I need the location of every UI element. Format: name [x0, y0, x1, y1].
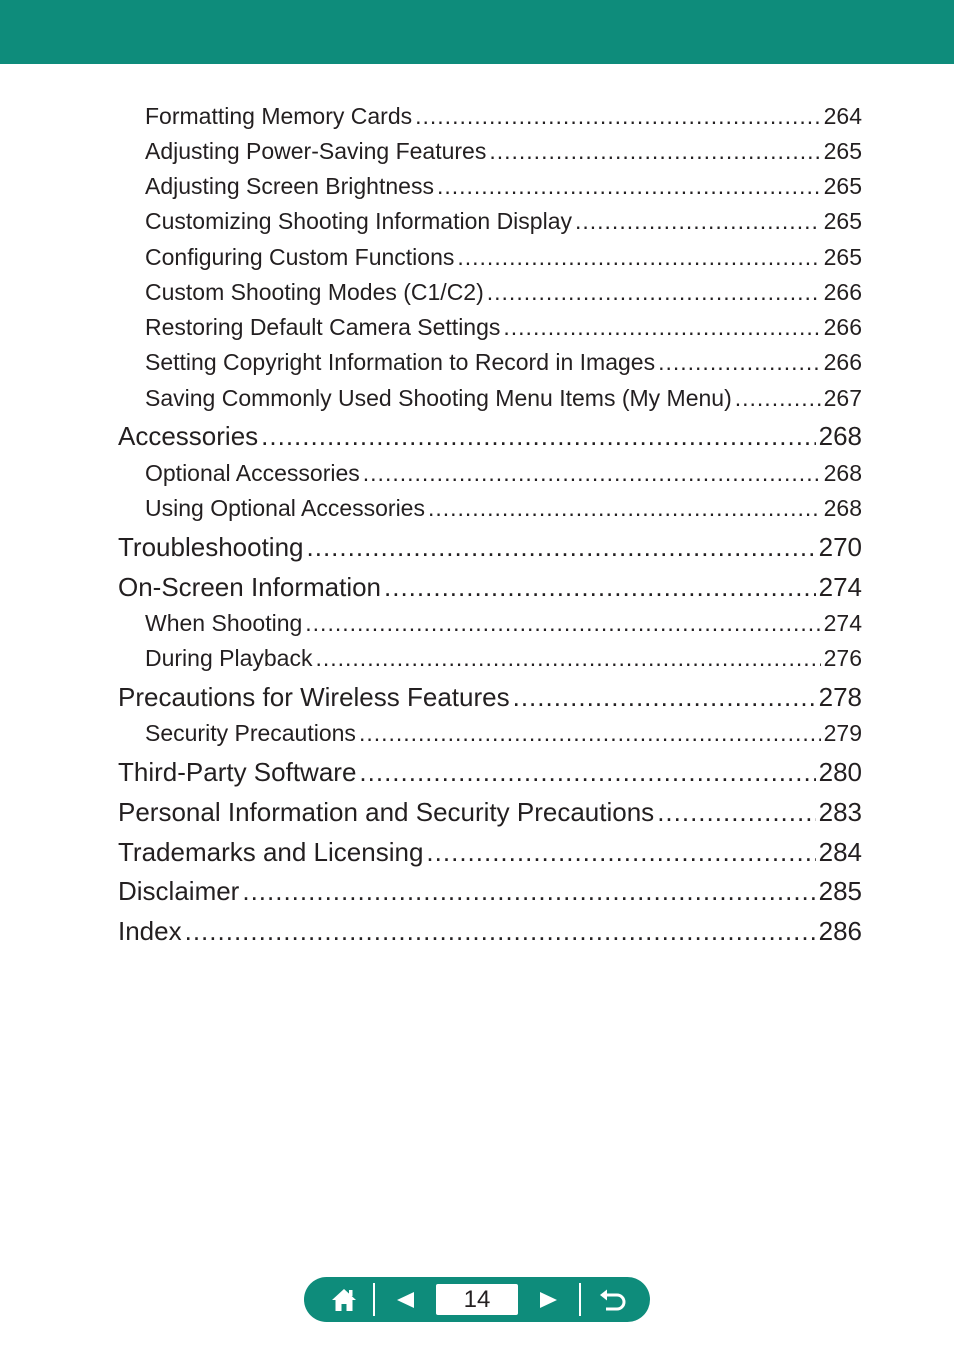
- toc-entry[interactable]: [145, 645, 862, 675]
- dot-leader: [384, 572, 816, 603]
- toc-entry-title: During Playback: [145, 645, 313, 671]
- toc-entry[interactable]: [118, 421, 862, 455]
- toc-entry-page: 279: [823, 720, 862, 746]
- previous-page-button[interactable]: [380, 1277, 430, 1322]
- toc-entry-page: 270: [818, 532, 862, 562]
- toc-entry-page: 285: [818, 876, 862, 906]
- dot-leader: [415, 103, 821, 130]
- toc-entry-title: Index: [118, 916, 182, 946]
- toc-entry[interactable]: [118, 532, 862, 566]
- back-button[interactable]: [586, 1277, 638, 1322]
- toc-entry[interactable]: [145, 385, 862, 415]
- toc-entry[interactable]: [118, 572, 862, 606]
- page-navigation-bar: [304, 1277, 650, 1322]
- toc-entry-title: Disclaimer: [118, 876, 240, 906]
- toc-entry-page: 266: [823, 314, 862, 340]
- nav-divider: [579, 1283, 581, 1316]
- toc-entry-title: Accessories: [118, 421, 259, 451]
- toc-entry-page: 266: [823, 349, 862, 375]
- dot-leader: [503, 314, 820, 341]
- toc-entry[interactable]: [145, 279, 862, 309]
- triangle-right-icon: [539, 1291, 559, 1309]
- toc-entry[interactable]: [145, 720, 862, 750]
- dot-leader: [575, 208, 821, 235]
- toc-entry-page: 265: [823, 208, 862, 234]
- toc-entry-title: Optional Accessories: [145, 460, 360, 486]
- toc-entry[interactable]: [145, 208, 862, 238]
- toc-entry-page: 267: [823, 385, 862, 411]
- toc-entry[interactable]: [145, 610, 862, 640]
- toc-entry[interactable]: [118, 837, 862, 871]
- toc-entry-page: 274: [818, 572, 862, 602]
- dot-leader: [426, 837, 815, 868]
- dot-leader: [457, 244, 820, 271]
- nav-divider: [373, 1283, 375, 1316]
- toc-entry-title: Formatting Memory Cards: [145, 103, 413, 129]
- toc-entry-page: 286: [818, 916, 862, 946]
- toc-entry[interactable]: [145, 244, 862, 274]
- home-icon: [330, 1287, 358, 1313]
- toc-entry[interactable]: [145, 314, 862, 344]
- dot-leader: [657, 797, 815, 828]
- toc-entry-page: 264: [823, 103, 862, 129]
- toc-entry-title: Saving Commonly Used Shooting Menu Items (My Menu): [145, 385, 732, 411]
- toc-entry-title: Restoring Default Camera Settings: [145, 314, 501, 340]
- dot-leader: [513, 682, 816, 713]
- toc-entry-page: 268: [823, 495, 862, 521]
- toc-entry-page: 276: [823, 645, 862, 671]
- toc-entry-page: 274: [823, 610, 862, 636]
- toc-entry-title: Configuring Custom Functions: [145, 244, 455, 270]
- toc-entry[interactable]: [145, 138, 862, 168]
- toc-entry[interactable]: [118, 876, 862, 910]
- dot-leader: [242, 876, 815, 907]
- toc-entry-title: When Shooting: [145, 610, 303, 636]
- dot-leader: [307, 532, 816, 563]
- return-arrow-icon: [598, 1288, 626, 1312]
- toc-entry[interactable]: [118, 916, 862, 950]
- toc-entry[interactable]: [118, 682, 862, 716]
- toc-entry[interactable]: [145, 173, 862, 203]
- toc-entry[interactable]: [145, 349, 862, 379]
- toc-entry-page: 268: [823, 460, 862, 486]
- dot-leader: [658, 349, 821, 376]
- toc-entry-page: 265: [823, 173, 862, 199]
- toc-entry[interactable]: [145, 495, 862, 525]
- toc-entry-page: 268: [818, 421, 862, 451]
- toc-entry-page: 265: [823, 138, 862, 164]
- toc-entry-title: Precautions for Wireless Features: [118, 682, 510, 712]
- toc-entry[interactable]: [145, 103, 862, 133]
- header-bar: [0, 0, 954, 64]
- dot-leader: [487, 279, 821, 306]
- toc-entry-title: Setting Copyright Information to Record in Images: [145, 349, 656, 375]
- toc-entry[interactable]: [118, 797, 862, 831]
- toc-entry-title: Third-Party Software: [118, 757, 357, 787]
- dot-leader: [359, 720, 821, 747]
- dot-leader: [735, 385, 821, 412]
- toc-entry-page: 284: [818, 837, 862, 867]
- dot-leader: [185, 916, 816, 947]
- toc-entry-page: 266: [823, 279, 862, 305]
- toc-entry-title: Customizing Shooting Information Display: [145, 208, 572, 234]
- toc-entry-title: Personal Information and Security Precautions: [118, 797, 655, 827]
- toc-entry-title: Troubleshooting: [118, 532, 304, 562]
- toc-entry-page: 283: [818, 797, 862, 827]
- toc-entry-page: 265: [823, 244, 862, 270]
- toc-entry-title: Trademarks and Licensing: [118, 837, 424, 867]
- dot-leader: [428, 495, 821, 522]
- toc-entry-page: 280: [818, 757, 862, 787]
- toc-entry-title: Custom Shooting Modes (C1/C2): [145, 279, 484, 305]
- dot-leader: [359, 757, 815, 788]
- dot-leader: [363, 460, 821, 487]
- toc-entry-title: On-Screen Information: [118, 572, 382, 602]
- toc-entry[interactable]: [145, 460, 862, 490]
- toc-entry-title: Security Precautions: [145, 720, 356, 746]
- toc-entry[interactable]: [118, 757, 862, 791]
- dot-leader: [489, 138, 820, 165]
- next-page-button[interactable]: [524, 1277, 574, 1322]
- home-button[interactable]: [318, 1277, 370, 1322]
- toc-entry-page: 278: [818, 682, 862, 712]
- dot-leader: [315, 645, 820, 672]
- toc-entry-title: Adjusting Power-Saving Features: [145, 138, 487, 164]
- dot-leader: [305, 610, 820, 637]
- dot-leader: [261, 421, 815, 452]
- page-number-field[interactable]: 14: [436, 1284, 518, 1315]
- toc-entry-title: Using Optional Accessories: [145, 495, 425, 521]
- toc-entry-title: Adjusting Screen Brightness: [145, 173, 434, 199]
- triangle-left-icon: [395, 1291, 415, 1309]
- dot-leader: [437, 173, 821, 200]
